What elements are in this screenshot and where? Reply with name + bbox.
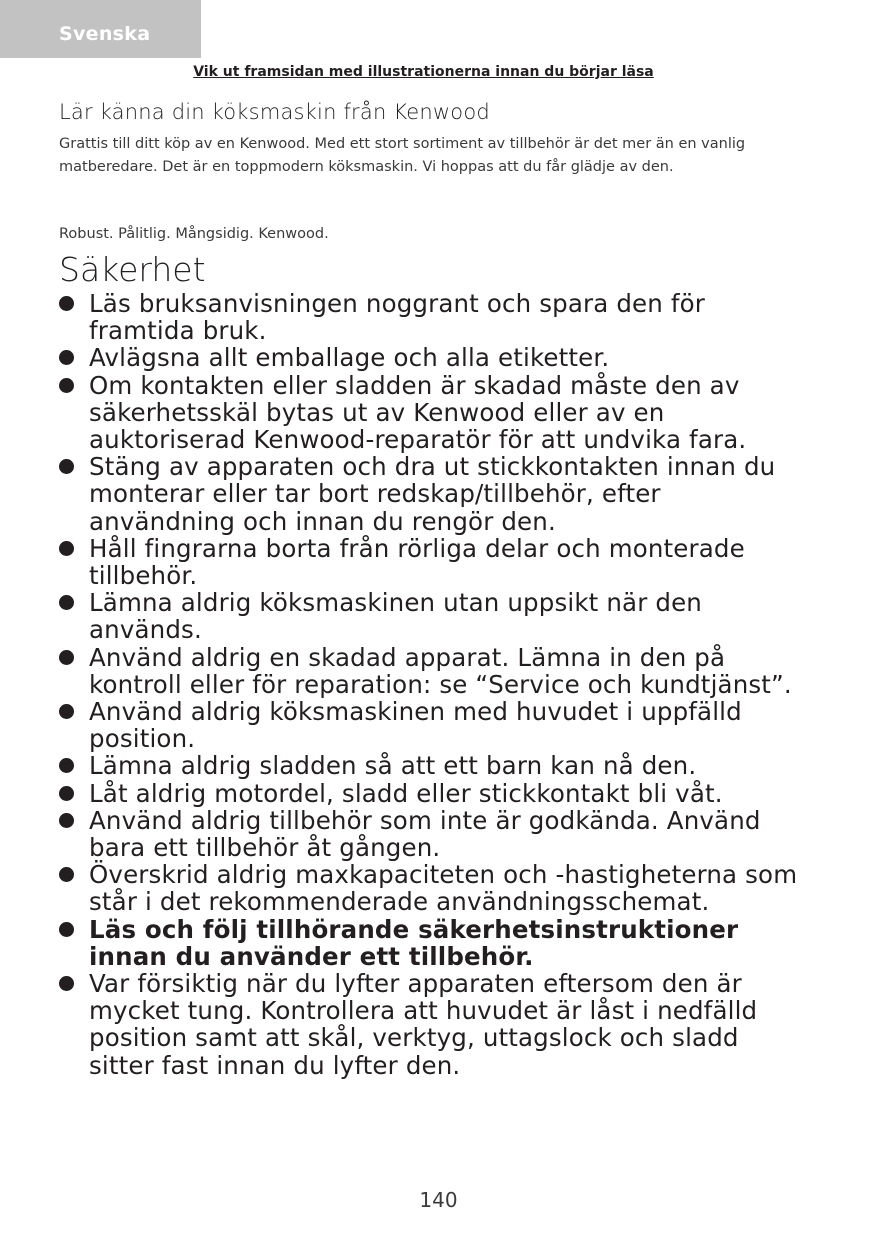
intro-body: Grattis till ditt köp av en Kenwood. Med ett stort sortiment av tillbehör är det mer än en vanlig matberedare. Det är en toppmodern köksmaskin. Vi hoppas att du får glädje av den. (59, 136, 746, 175)
bullet-icon (59, 459, 74, 474)
bullet-icon (59, 378, 74, 393)
bullet-icon (59, 922, 74, 937)
safety-item (59, 535, 804, 589)
page-number: 140 (419, 1188, 458, 1212)
bullet-icon (59, 813, 74, 828)
safety-item-text: Läs bruksanvisningen noggrant och spara den för framtida bruk. (89, 289, 706, 346)
bullet-icon (59, 296, 74, 311)
safety-item-emphasized (59, 916, 804, 970)
safety-item-text: Avlägsna allt emballage och alla etiketter. (89, 343, 610, 373)
bullet-icon (59, 595, 74, 610)
safety-item (59, 861, 804, 915)
bullet-icon (59, 867, 74, 882)
safety-item (59, 780, 804, 807)
safety-item (59, 589, 804, 643)
safety-item-text: Läs och följ tillhörande säkerhetsinstruktioner innan du använder ett tillbehör. (89, 914, 739, 971)
safety-item-text: Använd aldrig en skadad apparat. Lämna in den på kontroll eller för reparation: se “Service och kundtjänst”. (89, 642, 792, 699)
safety-item (59, 752, 804, 779)
safety-item-text: Låt aldrig motordel, sladd eller stickkontakt bli våt. (89, 778, 723, 808)
bullet-icon (59, 786, 74, 801)
safety-item (59, 644, 804, 698)
safety-item (59, 372, 804, 454)
safety-item-text: Håll fingrarna borta från rörliga delar och monterade tillbehör. (89, 533, 745, 591)
intro-title: Lär känna din köksmaskin från Kenwood (59, 100, 490, 124)
safety-item (59, 290, 804, 344)
safety-item-text: Använd aldrig tillbehör som inte är godkända. Använd bara ett tillbehör åt gången. (89, 805, 761, 863)
language-tab: Svenska (0, 0, 201, 58)
safety-item-text: Lämna aldrig sladden så att ett barn kan nå den. (89, 751, 697, 781)
safety-item-text: Använd aldrig köksmaskinen med huvudet i uppfälld position. (89, 697, 742, 754)
safety-item-text: Var försiktig när du lyfter apparaten eftersom den är mycket tung. Kontrollera att huvudet är låst i nedfälld position samt att skål, verktyg, uttagslock och sladd sitter fast innan du lyfter den. (89, 969, 758, 1080)
safety-item (59, 698, 804, 752)
safety-item (59, 807, 804, 861)
safety-item-text: Om kontakten eller sladden är skadad måste den av säkerhetsskäl bytas ut av Kenwood eller av en auktoriserad Kenwood-reparatör för att undvika fara. (89, 370, 747, 455)
safety-item (59, 453, 804, 535)
safety-item-text: Överskrid aldrig maxkapaciteten och -hastigheterna som står i det rekommenderade användningsschemat. (89, 860, 798, 917)
bullet-icon (59, 350, 74, 365)
fold-out-notice: Vik ut framsidan med illustrationerna innan du börjar läsa (193, 64, 654, 80)
bullet-icon (59, 704, 74, 719)
safety-item (59, 970, 804, 1079)
tagline: Robust. Pålitlig. Mångsidig. Kenwood. (59, 226, 329, 242)
bullet-icon (59, 758, 74, 773)
safety-heading: Säkerhet (59, 250, 206, 289)
bullet-icon (59, 541, 74, 556)
safety-item-text: Lämna aldrig köksmaskinen utan uppsikt när den används. (89, 588, 702, 645)
safety-item-text: Stäng av apparaten och dra ut stickkontakten innan du monterar eller tar bort redskap/tillbehör, efter användning och innan du rengör den. (89, 452, 776, 536)
safety-list (59, 290, 804, 1079)
safety-item (59, 344, 804, 371)
bullet-icon (59, 650, 74, 665)
bullet-icon (59, 976, 74, 991)
